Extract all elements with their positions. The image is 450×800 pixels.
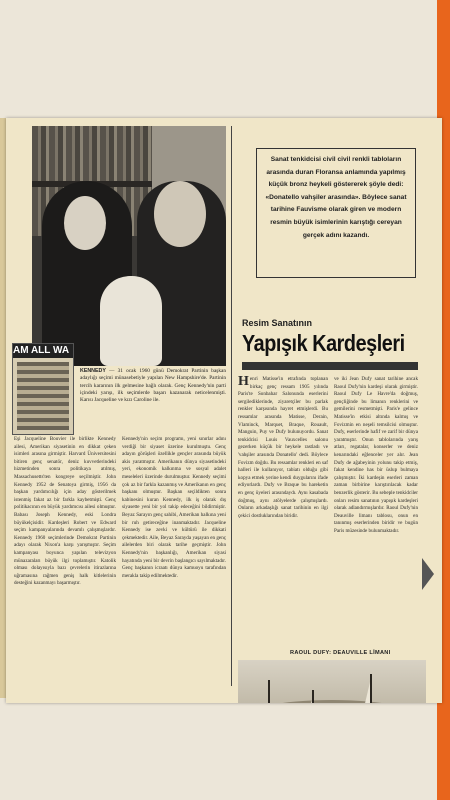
painting-sky	[238, 660, 426, 703]
sail	[356, 682, 370, 703]
caption-lead: KENNEDY	[80, 368, 106, 374]
woman-face	[64, 196, 106, 250]
kennedy-family-photo	[32, 126, 226, 366]
article-column-2: ve iki Jean Dufy sanat tarihine ancak Raoul Dufy'nin kardeşi olarak girmiştir. Raoul Dufy Le Havre'da doğmuş, gençliğinde bu limanın renklerini ve gemilerini resmetmişti. Paris'e gelince Matisse'in etkisi altında kalmış ve Fovizmin en neşeli temsilcisi olmuştur. Dufy, eserlerinde hafif ve zarif bir dünya yaratmıştır. Onun tablolarında yarış atları, regatalar, konserler ve deniz kenarındaki eğlenceler yer alır. Jean Dufy de ağabeyinin yolunu takip etmiş, fakat kendine has bir üslup bulmaya çalışmıştır. İki kardeşin eserleri zaman zaman birbirine karıştırılacak kadar benzerlik gösterir. Bu sebeple tenkidciler onları resim sanatının yapışık kardeşleri olarak adlandırmışlardır. Raoul Dufy'nin Deauville limanı tablosu, onun en tanınmış eserlerinden biridir ve bugün Paris müzesinde bulunmaktadır.	[334, 376, 418, 534]
article-column-1	[238, 376, 328, 520]
inset-image	[17, 362, 69, 430]
article-body-1: enri Matisse'in etrafında toplanan birkaç genç ressam 1905 yılında Paris'te Sonbahar Salonunda eserlerini sergilediklerinde, ziyaretçiler bu parlak renkler karşısında hayret etmişlerdi. Bu ressamlar arasında Matisse, Derain, Vlaminck, Marquet, Braque, Rouault, Manguin, Puy ve Dufy bulunuyordu. Sanat tenkidcisi Louis Vauxcelles salonu gezerken küçük bir heykele rastladı ve 'vahşiler arasında Donatello' dedi. Böylece Fovizm doğdu. Bu ressamlar renkleri en saf halleri ile kullanıyor, tabiatı olduğu gibi kopya etmek yerine kendi duygularını ifade ediyorlardı. Dufy ve Braque bu hareketin en genç üyeleri arasındaydı. Aynı kasabada doğmuş, aynı atölyelerde çalışmışlardı. Onların arkadaşlığı sanat tarihinin en ilgi çekici dostluklarından biridir.	[238, 376, 328, 519]
photo-caption	[80, 368, 226, 404]
title-bar	[242, 362, 418, 370]
magazine-page	[6, 118, 442, 703]
painting-caption: RAOUL DUFY: DEAUVILLE LİMANI	[290, 650, 391, 656]
deauville-harbor-painting	[238, 660, 426, 703]
mast	[312, 690, 314, 703]
sail	[298, 700, 312, 703]
left-column-1: Eşi Jacqueline Bouvier ile birlikte Kennedy ailesi, Amerikan siyasetinin en dikkat çeken isimleri arasına girmiştir. Harvard Üniversitesini bitiren genç senatör, deniz kuvvetlerindeki hizmetinden sonra politikaya atılmış, Massachusetts'ten kongreye seçilmiştir. John Kennedy 1952 de Senatoya girmiş, 1956 da başkan yardımcılığı için aday gösterilmek istenmiş fakat az bir farkla kaybetmişti. Genç politikacının en büyük yardımcısı ailesi olmuştur. Babası Joseph Kennedy, eski Londra büyükelçisidir. Kardeşleri Robert ve Edward seçim kampanyalarında devamlı çalışmışlardır. Kennedy 1960 seçimlerinde Demokrat Partinin adayı olarak Nixon'a karşı yarışmıştır. Seçim kampanyası boyunca yapılan televizyon münazaraları büyük ilgi toplamıştır. Katolik olması dolayısıyla bazı çevrelerin itirazlarına uğramasına rağmen geniş halk kitlelerinin desteğini kazanmayı başarmıştır.	[14, 436, 116, 587]
continue-arrow-icon	[422, 558, 434, 590]
mast	[370, 674, 372, 703]
column-divider	[231, 126, 232, 686]
caption-text: — 31 ocak 1960 günü Demokrat Partinin başkan adaylığı seçimi münasebetiyle yapılan New Hampshire'de. Partinin tercih kararının ilk gelmesine bağlı olarak. Genç Kennedy'nin parti içindeki yarışı, ilk seçimlerde başarı kazanarak neticelenmişti. Karısı Jacqueline ve kızı Caroline ile.	[80, 368, 227, 404]
inset-headline: AM ALL WA	[13, 344, 73, 358]
campaign-inset-photo	[12, 343, 74, 435]
man-face	[154, 181, 206, 247]
left-column-2: Kennedy'nin seçim programı, yeni sınırlar adını verdiği bir siyaset üzerine kurulmuştu. Genç adayın görüşleri özellikle gençler arasında büyük akis yaratmıştır. Amerikanın dünya siyasetindeki yeri, ekonomik kalkınma ve sosyal adalet meseleleri üzerinde durulmuştur. Kennedy seçimi çok az bir farkla kazanmış ve Amerikanın en genç başkanı olmuştur. Başkan seçildikten sonra kabinesini kuran Kennedy, ilk iş olarak dış siyasette yeni bir yol takip edeceğini bildirmiştir. Beyaz Sarayın genç sahibi, Amerikan halkına yeni bir ruh getireceğine inanmaktadır. Jacqueline Kennedy ise zevki ve kültürü ile dikkati çekmektedir. Aile, Beyaz Sarayda yaşayan en genç ailelerden biri olarak tarihe geçmiştir. John Kennedy'nin başkanlığı, Amerikan siyasi hayatında yeni bir devrin başlangıcı sayılmaktadır. Genç başkanın icraatı dünya kamuoyu tarafından merakla takip edilmektedir.	[122, 436, 226, 579]
article-title: Yapışık Kardeşleri	[242, 330, 405, 356]
mast	[268, 680, 270, 703]
article-kicker: Resim Sanatının	[242, 318, 313, 328]
quote-box: Sanat tenkidcisi civil civil renkli tabloların arasında duran Floransa anlamında yapılmış küçük bronz heykeli göstererek şöyle dedi: «Donatello vahşiler arasında». Böylece sanat tarihine Fauvisme olarak giren ve modern resmin büyük isimlerinin karıştığı cereyan gerçek adını kazandı.	[256, 148, 416, 278]
child-figure	[100, 276, 162, 366]
dropcap: H	[238, 374, 249, 389]
